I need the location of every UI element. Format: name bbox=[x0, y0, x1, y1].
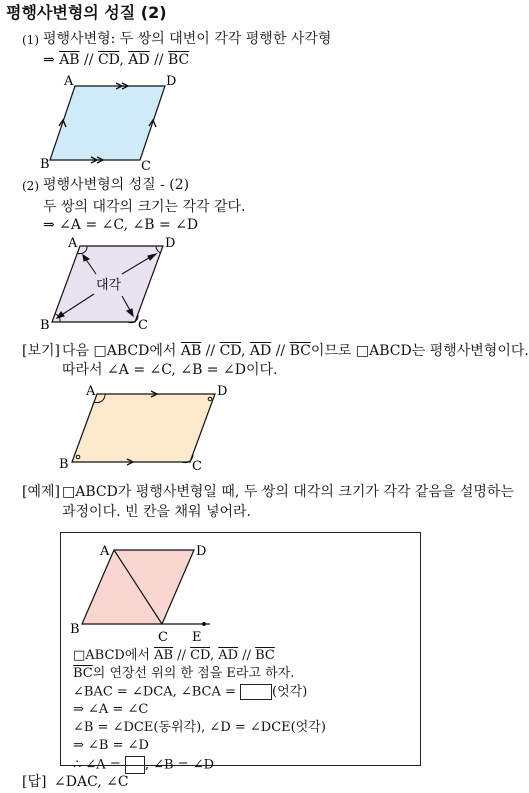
section1-definition: 평행사변형: 두 쌍의 대변이 각각 평행한 사각형 bbox=[43, 31, 332, 47]
proof-line-5: ∠B = ∠DCE(동위각), ∠D = ∠DCE(엇각) bbox=[73, 720, 326, 735]
parallel-symbol: // bbox=[201, 343, 220, 359]
point-e bbox=[202, 622, 206, 626]
parallelogram-3-shape bbox=[72, 394, 215, 462]
vertex-b-label: B bbox=[70, 622, 80, 637]
segment-bc: $\overline{BC}$ bbox=[73, 666, 93, 681]
section1-number: (1) bbox=[22, 33, 39, 47]
answer-text: ∠DAC, ∠C bbox=[54, 774, 129, 790]
section2-relation: ⇒ ∠A = ∠C, ∠B = ∠D bbox=[43, 217, 199, 233]
proof-line-2 bbox=[73, 666, 294, 682]
vertex-b-label: B bbox=[59, 457, 69, 472]
segment-ab: $\overline{AB}$ bbox=[180, 343, 202, 359]
vertex-c-label: C bbox=[192, 459, 202, 474]
proof-line-3 bbox=[73, 684, 307, 701]
segment-ad: $\overline{AD}$ bbox=[128, 52, 150, 68]
section1-relation bbox=[43, 52, 189, 68]
proof-text: , ∠B = ∠D bbox=[144, 757, 215, 773]
segment-bc: $\overline{BC}$ bbox=[167, 52, 190, 68]
separator: , bbox=[241, 343, 250, 359]
vertex-c-label: C bbox=[158, 630, 168, 645]
segment-bc: $\overline{BC}$ bbox=[289, 343, 311, 359]
parallelogram-diagram-4 bbox=[64, 536, 224, 646]
segment-cd: $\overline{CD}$ bbox=[190, 648, 210, 663]
blank-box-2[interactable] bbox=[125, 756, 145, 774]
implies-symbol: ⇒ bbox=[43, 52, 55, 68]
vertex-d-label: D bbox=[165, 236, 176, 251]
proof-text: □ABCD에서 bbox=[73, 648, 155, 663]
vertex-b-label: B bbox=[40, 157, 50, 172]
segment-cd: $\overline{CD}$ bbox=[219, 343, 242, 359]
vertex-b-label: B bbox=[40, 318, 50, 333]
segment-cd: $\overline{CD}$ bbox=[97, 52, 120, 68]
parallel-symbol: // bbox=[173, 648, 191, 663]
segment-ad: $\overline{AD}$ bbox=[249, 343, 272, 359]
vertex-a-label: A bbox=[86, 384, 96, 399]
problem-tag: [예제] bbox=[22, 484, 60, 500]
parallelogram-diagram-3 bbox=[55, 382, 235, 472]
section2-statement: 두 쌍의 대각의 크기는 각각 같다. bbox=[43, 199, 246, 215]
parallel-symbol: // bbox=[238, 648, 256, 663]
proof-text: 의 연장선 위의 한 점을 E라고 하자. bbox=[92, 666, 295, 681]
page-title: 평행사변형의 성질 (2) bbox=[6, 3, 167, 22]
example-tag: [보기] bbox=[22, 343, 60, 359]
example-line-1 bbox=[62, 343, 529, 359]
segment-ad: $\overline{AD}$ bbox=[218, 648, 239, 663]
section2-heading: 평행사변형의 성질 - (2) bbox=[43, 177, 190, 193]
proof-line-6: ⇒ ∠B = ∠D bbox=[73, 738, 149, 753]
separator: , bbox=[209, 648, 219, 663]
segment-ab: $\overline{AB}$ bbox=[154, 648, 174, 663]
segment-bc: $\overline{BC}$ bbox=[255, 648, 275, 663]
angle-label-center: 대각 bbox=[96, 278, 122, 293]
proof-line-7 bbox=[73, 756, 214, 774]
parallel-symbol: // bbox=[271, 343, 290, 359]
answer-tag: [답] bbox=[22, 774, 47, 790]
vertex-a-label: A bbox=[64, 74, 74, 89]
parallelogram-diagram-1 bbox=[30, 74, 190, 174]
section2-number: (2) bbox=[22, 179, 39, 193]
problem-line-1: □ABCD가 평행사변형일 때, 두 쌍의 대각의 크기가 각각 같음을 설명하는 bbox=[62, 484, 514, 500]
proof-line-4: ⇒ ∠A = ∠C bbox=[73, 702, 149, 717]
vertex-d-label: D bbox=[217, 384, 228, 399]
proof-line-1 bbox=[73, 648, 275, 664]
point-e-label: E bbox=[192, 630, 202, 645]
example-text: 다음 □ABCD에서 bbox=[62, 343, 181, 359]
parallelogram-1-shape bbox=[50, 86, 165, 160]
separator: , bbox=[119, 52, 129, 68]
proof-text: (엇각) bbox=[272, 684, 308, 700]
proof-text: ∴ ∠A = bbox=[73, 757, 125, 773]
segment-ab: $\overline{AB}$ bbox=[59, 52, 80, 68]
example-line-2: 따라서 ∠A = ∠C, ∠B = ∠D이다. bbox=[62, 362, 278, 378]
blank-box-1[interactable] bbox=[240, 684, 272, 700]
vertex-d-label: D bbox=[196, 544, 207, 559]
proof-text: ∠BAC = ∠DCA, ∠BCA = bbox=[73, 684, 241, 700]
vertex-c-label: C bbox=[141, 159, 151, 174]
problem-line-2: 과정이다. 빈 칸을 채워 넣어라. bbox=[62, 504, 251, 520]
vertex-d-label: D bbox=[166, 74, 177, 89]
parallel-symbol: // bbox=[149, 52, 168, 68]
vertex-a-label: A bbox=[100, 544, 110, 559]
parallel-symbol: // bbox=[79, 52, 98, 68]
vertex-a-label: A bbox=[68, 236, 78, 251]
parallelogram-diagram-2 bbox=[30, 234, 190, 334]
example-text: 이므로 □ABCD는 평행사변형이다. bbox=[310, 343, 529, 359]
vertex-c-label: C bbox=[138, 318, 148, 333]
